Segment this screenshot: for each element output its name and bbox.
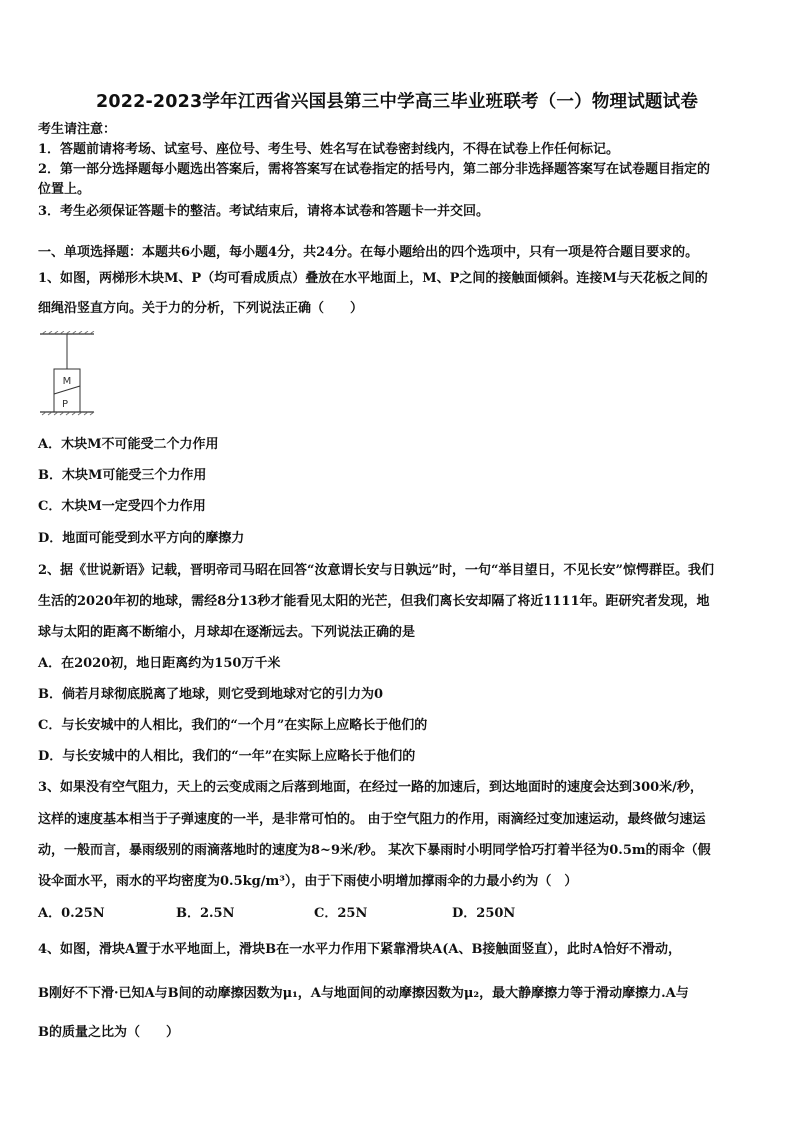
q3-stem-line-4: 设伞面水平，雨水的平均密度为0.5kg/m³），由于下雨使小明增加撑雨伞的力最小约为（ ） [38,874,578,889]
q2-option-b[interactable]: B．倘若月球彻底脱离了地球，则它受到地球对它的引力为0 [38,687,384,702]
q1-stem-line-2: 细绳沿竖直方向。关于力的分析，下列说法正确（ ） [38,301,364,316]
q1-option-b[interactable]: B．木块M可能受三个力作用 [38,468,207,483]
notice-item-1: 1．答题前请将考场、试室号、座位号、考生号、姓名写在试卷密封线内，不得在试卷上作任何标记。 [38,142,620,157]
q2-stem-line-1: 2、据《世说新语》记载，晋明帝司马昭在回答“汝意谓长安与日孰远”时，一句“举目望日，不见长安”惊愕群臣。我们 [38,563,714,578]
block-p-label: P [61,399,69,410]
q3-stem-line-3: 动，一般而言，暴雨级别的雨滴落地时的速度为8~9米/秒。 某次下暴雨时小明同学恰巧打着半径为0.5m的雨伞（假 [38,843,711,858]
q4-stem-line-1: 4、如图，滑块A置于水平地面上，滑块B在一水平力作用下紧靠滑块A(A、B接触面竖直），此时A恰好不滑动， [38,942,682,957]
q2-option-a[interactable]: A．在2020初，地日距离约为150万千米 [38,656,281,671]
q3-stem-line-1: 3、如果没有空气阻力，天上的云变成雨之后落到地面，在经过一路的加速后，到达地面时的速度会达到300米/秒， [38,780,703,795]
q2-stem-line-3: 球与太阳的距离不断缩小，月球却在逐渐远去。下列说法正确的是 [38,625,416,640]
q1-option-d[interactable]: D．地面可能受到水平方向的摩擦力 [38,531,245,546]
section-heading: 一、单项选择题：本题共6小题，每小题4分，共24分。在每小题给出的四个选项中，只有一项是符合题目要求的。 [38,245,699,260]
notice-item-3: 3．考生必须保证答题卡的整洁。考试结束后，请将本试卷和答题卡一并交回。 [38,204,490,219]
q2-option-d[interactable]: D．与长安城中的人相比，我们的“一年”在实际上应略长于他们的 [38,749,416,764]
q3-option-d[interactable]: D．250N [452,906,516,921]
q1-option-c[interactable]: C．木块M一定受四个力作用 [38,499,206,514]
block-m-label: M [62,376,72,387]
notice-item-2: 2．第一部分选择题每小题选出答案后，需将答案写在试卷指定的括号内，第二部分非选择题答案写在试卷题目指定的 [38,162,711,177]
q4-stem-line-2: B刚好不下滑·已知A与B间的动摩擦因数为μ₁，A与地面间的动摩擦因数为μ₂，最大静摩擦力等于滑动摩擦力.A与 [38,986,689,1001]
q3-option-c[interactable]: C．25N [314,906,368,921]
q1-option-a[interactable]: A．木块M不可能受二个力作用 [38,437,219,452]
q2-option-c[interactable]: C．与长安城中的人相比，我们的“一个月”在实际上应略长于他们的 [38,718,428,733]
q3-stem-line-2: 这样的速度基本相当于子弹速度的一半，是非常可怕的。 由于空气阻力的作用，雨滴经过变加速运动，最终做匀速运 [38,812,706,827]
q1-stem-line-1: 1、如图，两梯形木块M、P（均可看成质点）叠放在水平地面上，M、P之间的接触面倾斜。连接M与天花板之间的 [38,271,708,286]
q1-figure [38,331,96,421]
q3-option-b[interactable]: B．2.5N [176,906,235,921]
q4-stem-line-3: B的质量之比为（ ） [38,1025,179,1040]
notice-item-2-cont: 位置上。 [38,182,91,197]
notice-heading: 考生请注意： [38,122,117,137]
q3-option-a[interactable]: A．0.25N [38,906,105,921]
q2-stem-line-2: 生活的2020年初的地球，需经8分13秒才能看见太阳的光芒，但我们离长安却隔了将近1111年。距研究者发现，地 [38,594,710,609]
exam-title: 2022-2023学年江西省兴国县第三中学高三毕业班联考（一）物理试题试卷 [95,92,699,112]
